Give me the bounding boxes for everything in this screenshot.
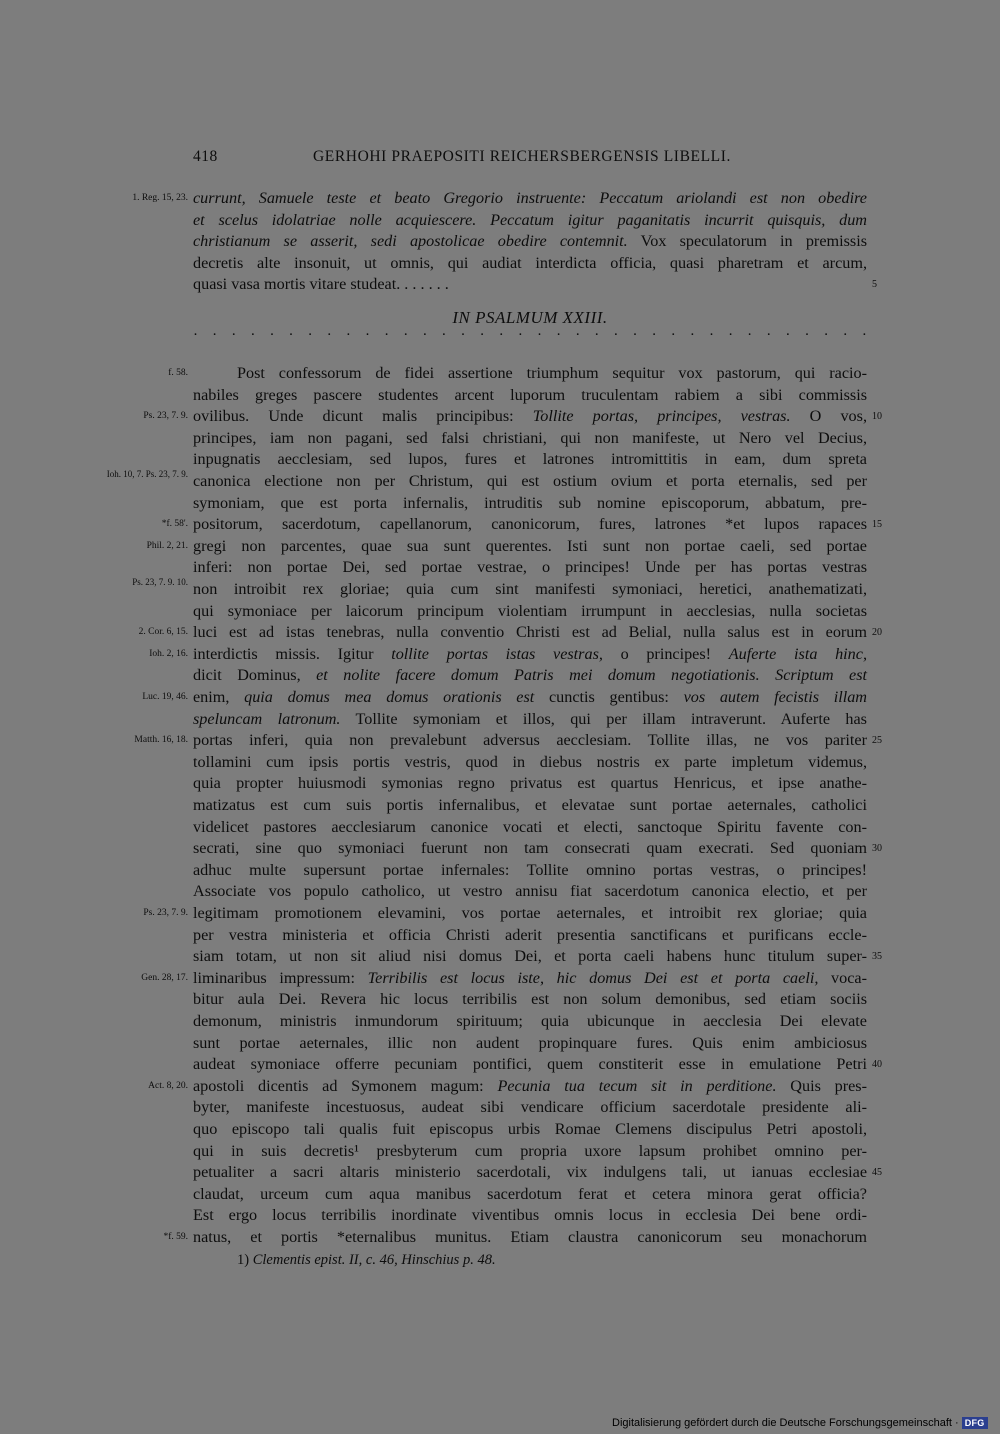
- text-segment: apostoli dicentis ad Symonem magum:: [193, 1076, 498, 1095]
- text-segment: bitur aula Dei. Revera hic locus terribilis est non solum demonibus, sed etiam sociis: [193, 990, 867, 1009]
- text-line: [193, 1161, 867, 1183]
- text-line: [193, 837, 867, 859]
- text-segment: decretis alte insonuit, ut omnis, qui audiat interdicta officia, quasi pharetram et arcum,: [193, 253, 867, 272]
- text-segment: legitimam promotionem elevamini, vos portae aeternales, et introibit rex gloriae; quia: [193, 904, 867, 922]
- text-segment: enim,: [193, 688, 245, 706]
- divider-dot: ·: [212, 327, 218, 343]
- divider-dot: ·: [708, 327, 714, 343]
- divider-dot: ·: [556, 327, 562, 343]
- text-segment: per vestra ministeria et officia Christi aderit presentia sanctificans et purificans eccle-: [193, 925, 867, 944]
- text-line: [193, 1053, 867, 1075]
- text-line: [193, 643, 867, 665]
- divider-dot: ·: [479, 327, 485, 343]
- text-segment: byter, manifeste incestuosus, audeat sibi vendicare officium sacerdotale presidente ali-: [193, 1098, 867, 1117]
- text-segment: audeat symoniace offerre pecuniam pontifici, quem constiterit esse in emulatione Petri: [193, 1055, 867, 1074]
- text-line: [193, 1183, 867, 1205]
- divider-dot: ·: [651, 327, 657, 343]
- footnote-text: Clementis epist. II, c. 46, Hinschius p. 48.: [252, 1252, 496, 1268]
- digitization-text: Digitalisierung gefördert durch die Deutsche Forschungsgemeinschaft ·: [612, 1417, 959, 1429]
- divider-dot: ·: [269, 327, 275, 343]
- text-segment: adhuc multe supersunt portae infernales: Tollite omnino portas vestras, o principes!: [193, 860, 867, 879]
- text-segment: dicit Dominus,: [193, 666, 317, 685]
- text-line: [193, 1140, 867, 1162]
- digitization-credit: [612, 1417, 988, 1429]
- text-line: [193, 708, 867, 730]
- divider-dot: ·: [747, 327, 753, 343]
- text-line: [193, 513, 867, 535]
- text-segment: qui symoniace per laicorum principum violentiam irrumpunt in aecclesias, nulla societas: [193, 601, 867, 620]
- text-line: [193, 816, 867, 838]
- text-line: [193, 1010, 867, 1032]
- line-number: 40: [872, 1059, 882, 1071]
- text-segment: claudat, urceum cum aqua manibus sacerdotum ferat et cetera minora gerat officia?: [193, 1184, 867, 1203]
- text-segment: secrati, sine quo symoniaci fuerunt non tam consecrati quam execrati. Sed quoniam: [193, 839, 867, 858]
- divider-dot: ·: [842, 327, 848, 343]
- margin-reference: Matth. 16, 18.: [134, 735, 188, 746]
- margin-reference: Ioh. 10, 7. Ps. 23, 7. 9.: [106, 469, 188, 479]
- text-line: [193, 859, 867, 881]
- margin-reference: *f. 58'.: [161, 519, 188, 530]
- text-line: [193, 1204, 867, 1226]
- text-segment: demonum, ministris inmundorum spirituum; quia ubicunque in aecclesia Dei elevate: [193, 1012, 867, 1030]
- margin-reference: Phil. 2, 21.: [146, 540, 188, 551]
- divider-dot: ·: [766, 327, 772, 343]
- text-segment: sunt portae aeternales, illic non audent propinquare fures. Quis enim ambiciosus: [193, 1033, 867, 1052]
- text-segment: portas inferi, quia non prevalebunt adversus aecclesiam. Tollite illas, ne vos pariter: [193, 731, 867, 750]
- text-segment: natus, et portis *eternalibus munitus. Etiam claustra canonicorum seu monachorum: [193, 1228, 867, 1246]
- divider-dot: ·: [384, 327, 390, 343]
- text-segment: inferi: non portae Dei, sed portae vestrae, o principes! Unde per has portas vestras: [193, 558, 867, 577]
- divider-dot: ·: [422, 327, 428, 343]
- italic-segment: christianum se asserit, sedi apostolicae obedire contemnit.: [193, 232, 628, 251]
- text-segment: nabiles greges pascere studentes arcent luporum truculentam rabiem a sibi commissis: [193, 385, 867, 404]
- text-line: [193, 1096, 867, 1118]
- divider-dot: ·: [861, 327, 867, 343]
- italic-segment: quia domus mea domus orationis est: [244, 688, 535, 706]
- text-segment: Est ergo locus terribilis inordinate viventibus omnis locus in ecclesia Dei bene ordi-: [193, 1206, 867, 1225]
- margin-reference: *f. 59.: [163, 1232, 188, 1242]
- text-line: [193, 600, 867, 622]
- divider-dot: ·: [326, 327, 332, 343]
- italic-segment: et nolite facere domum Patris mei domum negotiationis.: [316, 666, 760, 685]
- text-line: [237, 362, 867, 384]
- section-title: IN PSALMUM XXIII.: [452, 308, 608, 327]
- text-segment: videlicet pastores aecclesiarum canonice vocati et electi, sanctoque Spiritu favente con-: [193, 817, 867, 836]
- margin-reference: f. 58.: [168, 368, 188, 378]
- margin-reference: Luc. 19, 46.: [142, 692, 188, 702]
- text-line: [193, 252, 867, 274]
- text-segment: gregi non parcentes, quae sua sunt querentes. Isti sunt non portae caeli, sed portae: [193, 536, 867, 555]
- text-line: [193, 1032, 867, 1054]
- italic-segment: Scriptum est: [775, 666, 867, 685]
- text-line: [193, 664, 867, 686]
- italic-segment: Pecunia tua tecum sit in perditione.: [497, 1076, 777, 1095]
- text-line: [193, 230, 867, 252]
- text-segment: symoniam, que est porta infernalis, intruditis sub nomine episcoporum, abbatum, pre-: [193, 493, 867, 512]
- text-line: [193, 621, 867, 643]
- divider-dot: ·: [804, 327, 810, 343]
- margin-reference: Ioh. 2, 16.: [149, 648, 188, 659]
- section-dots-divider: [193, 327, 867, 344]
- divider-dot: ·: [785, 327, 791, 343]
- text-line: [193, 448, 867, 470]
- text-line: [193, 988, 867, 1010]
- divider-dot: ·: [594, 327, 600, 343]
- text-line: [193, 794, 867, 816]
- text-segment: luci est ad istas tenebras, nulla conventio Christi est ad Belial, nulla salus est in eorum: [193, 623, 867, 642]
- text-line: [193, 273, 867, 295]
- text-segment: Quis pres-: [776, 1076, 867, 1095]
- divider-dot: ·: [632, 327, 638, 343]
- line-number: 25: [872, 735, 882, 747]
- text-segment: interdictis missis. Igitur: [193, 644, 392, 663]
- text-segment: Post confessorum de fidei assertione triumphum sequitur vox pastorum, qui racio-: [237, 364, 867, 382]
- line-number: 45: [872, 1167, 882, 1179]
- text-line: [193, 729, 867, 751]
- line-number: 5: [872, 279, 877, 291]
- text-line: [193, 751, 867, 773]
- divider-dot: ·: [575, 327, 581, 343]
- divider-dot: ·: [345, 327, 351, 343]
- text-line: [193, 924, 867, 946]
- text-segment: quasi vasa mortis vitare studeat. . . . . . .: [193, 275, 449, 294]
- line-number: 20: [872, 627, 882, 639]
- italic-segment: tollite portas istas vestras,: [391, 644, 603, 663]
- margin-reference: Act. 8, 20.: [148, 1080, 188, 1091]
- text-segment: quia propter huiusmodi symonias regno privatus est quartus Henricus, et ipse anathe-: [193, 774, 867, 793]
- text-segment: Tollite symoniam et illos, qui per illam intraverunt. Auferte has: [340, 709, 867, 728]
- divider-dot: ·: [250, 327, 256, 343]
- line-number: 35: [872, 951, 882, 963]
- divider-dot: ·: [536, 327, 542, 343]
- text-segment: inpugnatis aecclesiam, sed lupos, fures et latrones intromittitis in eam, dum spreta: [193, 450, 867, 469]
- margin-reference: Ps. 23, 7. 9.: [143, 908, 188, 918]
- divider-dot: ·: [364, 327, 370, 343]
- text-line: [193, 902, 867, 924]
- divider-dot: ·: [193, 327, 198, 343]
- divider-dot: ·: [441, 327, 447, 343]
- footnote-marker: 1): [237, 1252, 250, 1268]
- text-line: [193, 1118, 867, 1140]
- margin-reference: Ps. 23, 7. 9.: [143, 411, 188, 422]
- text-segment: qui in suis decretis¹ presbyterum cum propria uxore lapsum prohibet omnino per-: [193, 1141, 867, 1160]
- text-segment: petualiter a sacri altaris ministerio sacerdotali, vix indulgens tali, ut ianuas ecclesiae: [193, 1163, 867, 1182]
- text-line: [193, 686, 867, 708]
- text-segment: o principes!: [602, 644, 729, 663]
- divider-dot: ·: [307, 327, 313, 343]
- running-title: GERHOHI PRAEPOSITI REICHERSBERGENSIS LIBELLI.: [313, 148, 731, 165]
- divider-dot: ·: [728, 327, 734, 343]
- margin-reference: Gen. 28, 17.: [141, 972, 188, 983]
- text-line: [193, 772, 867, 794]
- text-segment: O vos,: [790, 407, 867, 426]
- italic-segment: speluncam latronum.: [193, 709, 341, 728]
- italic-segment: vos autem fecistis illam: [683, 688, 867, 706]
- text-line: [193, 578, 867, 600]
- divider-dot: ·: [613, 327, 619, 343]
- italic-segment: currunt, Samuele teste et beato Gregorio instruente: Peccatum ariolandi est non obedire: [193, 189, 867, 207]
- text-segment: ovilibus. Unde dicunt malis principibus:: [193, 407, 533, 426]
- text-line: [193, 187, 867, 209]
- text-segment: non introibit rex gloriae; quia cum sint manifesti symoniaci, heretici, anathematizati,: [193, 580, 867, 598]
- divider-dot: ·: [670, 327, 676, 343]
- italic-segment: Tollite portas, principes, vestras.: [532, 407, 791, 426]
- text-line: [193, 405, 867, 427]
- page-number: 418: [193, 148, 218, 165]
- text-segment: positorum, sacerdotum, capellanorum, canonicorum, fures, latrones *et lupos rapaces: [193, 515, 867, 534]
- text-line: [193, 427, 867, 449]
- text-segment: siam totam, ut non sit aliud nisi domus Dei, et porta caeli habens hunc titulum super-: [193, 947, 867, 966]
- divider-dot: ·: [823, 327, 829, 343]
- divider-dot: ·: [288, 327, 294, 343]
- divider-dot: ·: [689, 327, 695, 343]
- text-segment: cunctis gentibus:: [534, 688, 684, 706]
- divider-dot: ·: [231, 327, 237, 343]
- page-header: [193, 148, 867, 168]
- text-line: [193, 1075, 867, 1097]
- text-line: [193, 945, 867, 967]
- text-segment: tollamini cum ipsis portis vestris, quod in diebus nostris ex parte impletum videmus,: [193, 752, 867, 771]
- line-number: 10: [872, 411, 882, 423]
- divider-dot: ·: [498, 327, 504, 343]
- text-segment: principes, iam non pagani, sed falsi christiani, qui non manifeste, ut Nero vel Decius,: [193, 428, 867, 447]
- text-segment: liminaribus impressum:: [193, 968, 368, 987]
- divider-dot: ·: [517, 327, 523, 343]
- text-segment: Associate vos populo catholico, ut vestro annisu fiat sacerdotum canonica electio, et per: [193, 882, 867, 901]
- text-segment: quo episcopo tali qualis fuit episcopus urbis Romae Clemens discipulus Petri apostoli,: [193, 1120, 867, 1138]
- text-line: [193, 535, 867, 557]
- text-line: [193, 209, 867, 231]
- dfg-logo: DFG: [962, 1417, 988, 1429]
- text-line: [193, 556, 867, 578]
- text-line: [193, 967, 867, 989]
- line-number: 30: [872, 843, 882, 855]
- italic-segment: Auferte ista hinc,: [728, 644, 867, 663]
- italic-segment: Terribilis est locus iste, hic domus Dei est et porta caeli,: [367, 968, 819, 987]
- margin-reference: Ps. 23, 7. 9. 10.: [132, 577, 188, 587]
- italic-segment: et scelus idolatriae nolle acquiescere. Peccatum igitur paganitatis incurrit quisquis, dum: [193, 210, 867, 229]
- text-segment: canonica electione non per Christum, qui est ostium ovium et porta eternalis, sed per: [193, 472, 867, 490]
- line-number: 15: [872, 519, 882, 531]
- text-segment: Vox speculatorum in premissis: [627, 232, 867, 251]
- text-segment: [760, 666, 775, 684]
- text-line: [193, 880, 867, 902]
- text-segment: voca-: [818, 968, 867, 987]
- text-line: [193, 1226, 867, 1248]
- margin-reference: 2. Cor. 6, 15.: [138, 627, 188, 638]
- divider-dot: ·: [460, 327, 466, 343]
- text-line: [193, 492, 867, 514]
- margin-reference: 1. Reg. 15, 23.: [132, 193, 188, 203]
- divider-dot: ·: [403, 327, 409, 343]
- text-line: [193, 470, 867, 492]
- text-segment: matizatus est cum suis portis infernalibus, et elevatae sunt portae aeternales, catholici: [193, 796, 867, 814]
- text-line: [193, 384, 867, 406]
- footnote: [237, 1252, 496, 1269]
